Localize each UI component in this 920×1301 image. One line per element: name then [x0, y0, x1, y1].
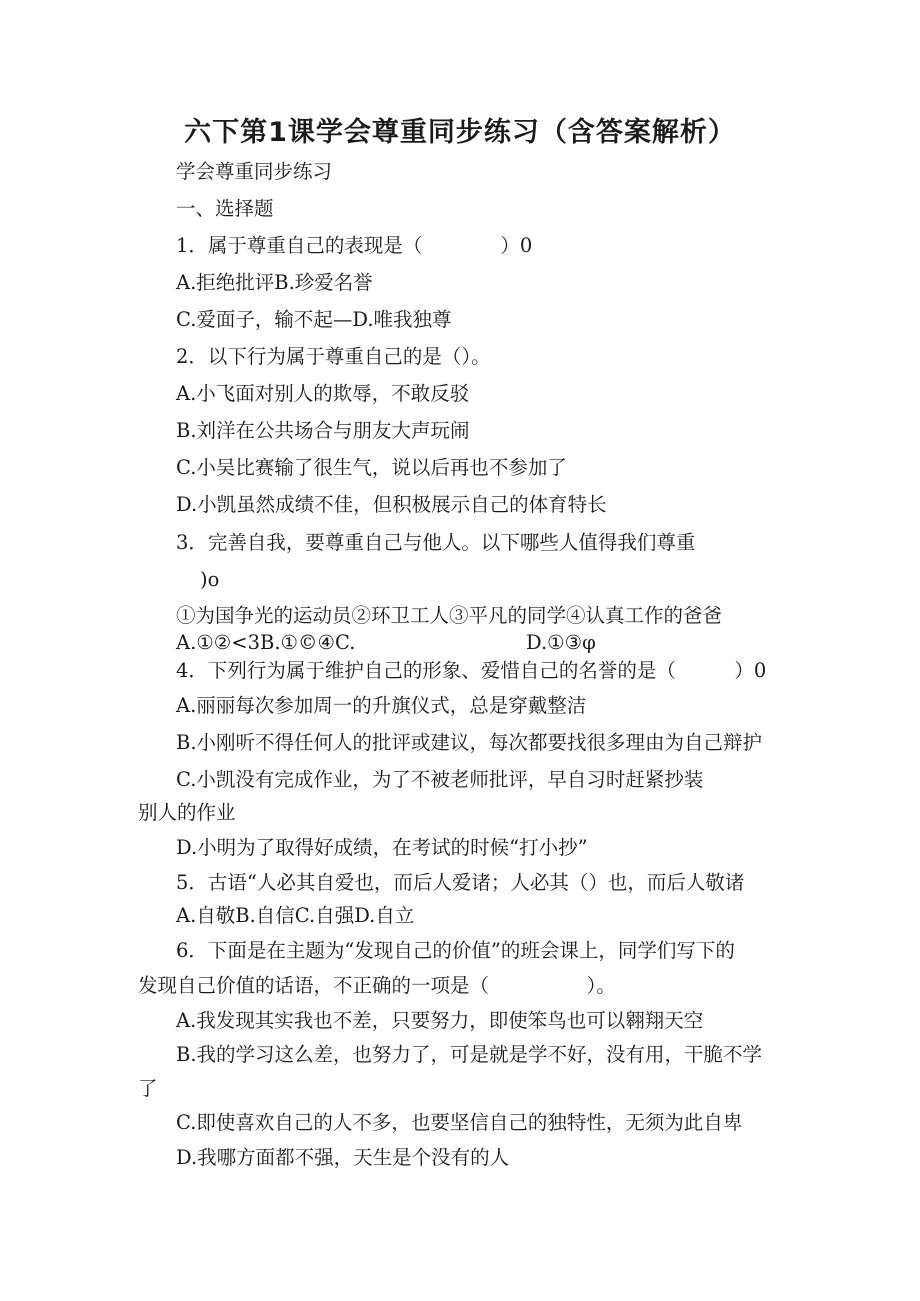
question-6-continued: 发现自己价值的话语，不正确的一项是（ ）。 — [138, 974, 616, 997]
question-4-option-a: A.丽丽每次参加周一的升旗仪式，总是穿戴整洁 — [176, 694, 587, 717]
section-heading: 一、选择题 — [176, 197, 274, 220]
question-6-option-c: C.即使喜欢自己的人不多，也要坚信自己的独特性，无须为此自卑 — [176, 1111, 743, 1134]
question-4-option-d: D.小明为了取得好成绩，在考试的时候“打小抄” — [176, 836, 588, 859]
question-2-option-b: B.刘洋在公共场合与朋友大声玩闹 — [176, 419, 470, 442]
question-6-option-d: D.我哪方面都不强，天生是个没有的人 — [176, 1146, 510, 1169]
question-1-options-cd: C.爱面子，输不起—D.唯我独尊 — [176, 308, 452, 331]
question-3-continuation: )o — [200, 568, 220, 591]
document-title: 六下第1课学会尊重同步练习（含答案解析） — [184, 117, 736, 148]
question-4-option-c-continued: 别人的作业 — [138, 801, 236, 824]
question-5-options: A.自敬B.自信C.自强D.自立 — [176, 904, 415, 927]
question-3: 3．完善自我，要尊重自己与他人。以下哪些人值得我们尊重 — [176, 531, 696, 554]
question-6-option-b: B.我的学习这么差，也努力了，可是就是学不好，没有用，干脆不学 — [176, 1043, 763, 1066]
question-5: 5．古语“人必其自爱也，而后人爱诸；人必其（）也，而后人敬诸 — [176, 871, 745, 894]
question-4: 4．下列行为属于维护自己的形象、爱惜自己的名誉的是（ ）0 — [176, 659, 767, 682]
question-1-options-ab: A.拒绝批评B.珍爱名誉 — [176, 271, 373, 294]
subtitle: 学会尊重同步练习 — [176, 160, 333, 183]
question-3-items: ①为国争光的运动员②环卫工人③平凡的同学④认真工作的爸爸 — [176, 604, 723, 627]
question-2: 2．以下行为属于尊重自己的是（）。 — [176, 345, 491, 368]
question-6-option-b-continued: 了 — [138, 1077, 158, 1100]
question-6: 6．下面是在主题为“发现自己的价值”的班会课上，同学们写下的 — [176, 939, 735, 962]
question-4-option-b: B.小刚听不得任何人的批评或建议，每次都要找很多理由为自己辩护 — [176, 731, 763, 754]
question-3-option-d: D.①③φ — [526, 631, 596, 654]
question-2-option-c: C.小吴比赛输了很生气，说以后再也不参加了 — [176, 456, 567, 479]
question-2-option-d: D.小凯虽然成绩不佳，但积极展示自己的体育特长 — [176, 493, 607, 516]
question-2-option-a: A.小飞面对别人的欺辱，不敢反驳 — [176, 382, 470, 405]
question-1: 1．属于尊重自己的表现是（ ）0 — [176, 234, 533, 257]
question-4-option-c: C.小凯没有完成作业，为了不被老师批评，早自习时赶紧抄装 — [176, 768, 704, 791]
question-6-option-a: A.我发现其实我也不差，只要努力，即使笨鸟也可以翱翔天空 — [176, 1009, 704, 1032]
question-3-options-abc: A.①②<3B.①©④C. — [176, 631, 356, 654]
question-3-options — [176, 631, 355, 654]
